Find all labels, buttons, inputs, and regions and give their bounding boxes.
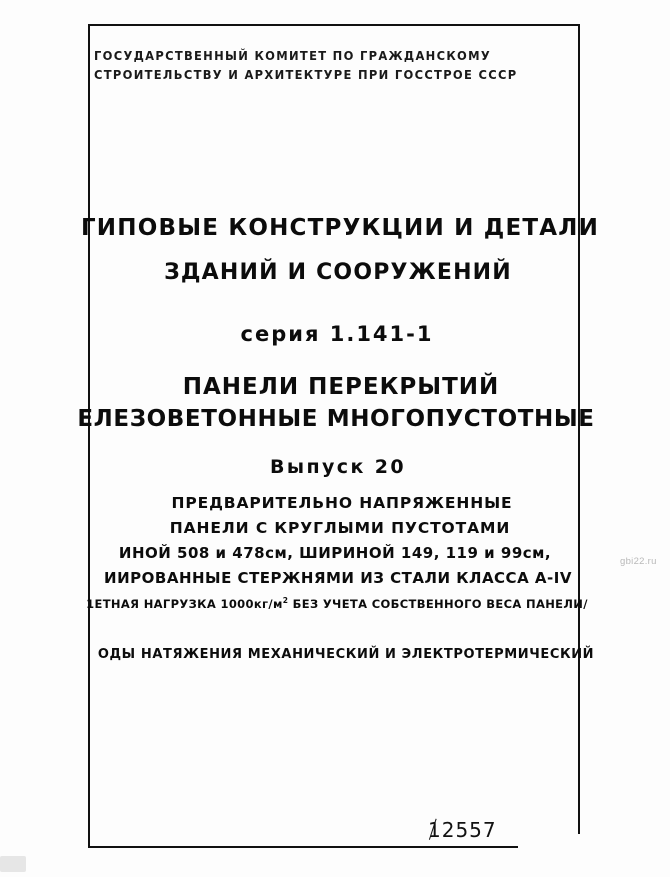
load-text-prefix: 1ЕТНАЯ НАГРУЗКА 1000кг/м (86, 596, 283, 611)
title-line-10: ИИРОВАННЫЕ СТЕРЖНЯМИ ИЗ СТАЛИ КЛАССА А-IV (104, 569, 572, 587)
header-line-1: ГОСУДАРСТВЕННЫЙ КОМИТЕТ ПО ГРАЖДАНСКОМУ (94, 48, 492, 63)
document-number-text: 12557 (428, 818, 497, 842)
issue-label: Выпуск 20 (270, 456, 406, 478)
scan-edge-artifact (0, 856, 26, 872)
page-frame-top-rule (88, 24, 580, 26)
title-line-7: ПРЕДВАРИТЕЛЬНО НАПРЯЖЕННЫЕ (171, 494, 513, 512)
watermark-label: gbi22.ru (620, 556, 657, 567)
title-line-9: ИНОЙ 508 и 478см, ШИРИНОЙ 149, 119 и 99см, (118, 544, 552, 562)
document-number (428, 818, 497, 842)
page-frame-bottom-rule (88, 846, 518, 848)
title-line-2: ЗДАНИЙ И СООРУЖЕНИЙ (164, 260, 512, 285)
load-text-suffix: БЕЗ УЧЕТА СОБСТВЕННОГО ВЕСА ПАНЕЛИ/ (288, 596, 588, 611)
title-line-8: ПАНЕЛИ С КРУГЛЫМИ ПУСТОТАМИ (169, 519, 511, 537)
header-line-2: СТРОИТЕЛЬСТВУ И АРХИТЕКТУРЕ ПРИ ГОССТРОЕ СССР (94, 67, 518, 82)
series-label: серия 1.141-1 (240, 322, 434, 346)
title-line-4: ПАНЕЛИ ПЕРЕКРЫТИЙ (182, 374, 500, 400)
document-header (88, 46, 580, 84)
title-line-11 (0, 596, 670, 611)
title-line-5: ЕЛЕЗОВЕТОННЫЕ МНОГОПУСТОТНЫЕ (77, 406, 595, 432)
document-title-block (0, 215, 670, 662)
square-meter-exponent: 2 (282, 596, 289, 605)
title-line-12: ОДЫ НАТЯЖЕНИЯ МЕХАНИЧЕСКИЙ И ЭЛЕКТРОТЕРМИЧЕСКИЙ (97, 646, 595, 662)
title-line-1: ГИПОВЫЕ КОНСТРУКЦИИ И ДЕТАЛИ (80, 215, 600, 241)
